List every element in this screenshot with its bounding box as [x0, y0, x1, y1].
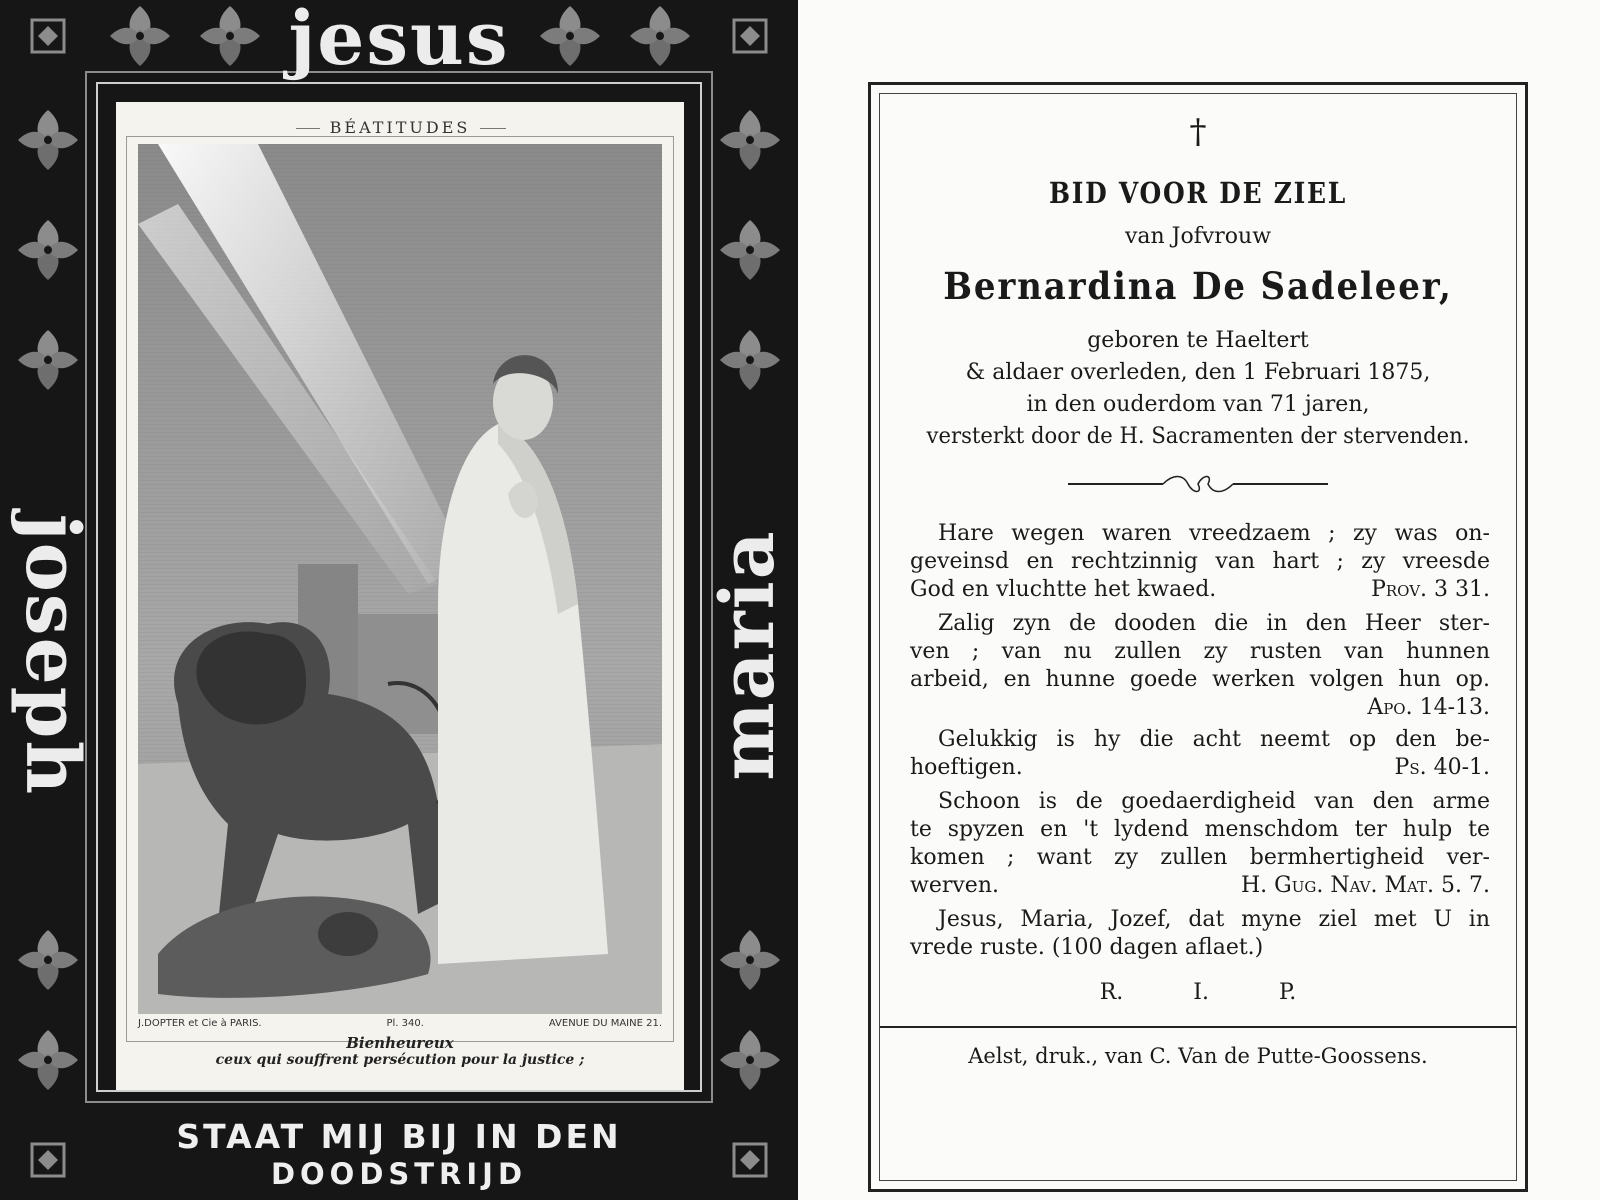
verse-4: Schoon is de goedaerdigheid van den arme te spyzen en 't lydend menschdom ter hulp te komen ; want zy zullen bermhertigheid ver- werven. H. Gug. Nav. Mat. 5. 7. [910, 789, 1490, 898]
printer-credit: Aelst, druk., van C. Van de Putte-Goossens. [968, 1044, 1428, 1068]
panel-title: BÉATITUDES [116, 118, 684, 137]
heading: BID VOOR DE ZIEL [1048, 176, 1348, 210]
cross-icon: † [1189, 112, 1207, 152]
memorial-card-front [0, 0, 798, 1200]
flourish-divider-icon [1068, 474, 1328, 494]
verse-reference: H. Gug. Nav. Mat. 5. 7. [1240, 873, 1490, 898]
verse-reference: Apo. 14-13. [1367, 695, 1490, 720]
detail-death: & aldaer overleden, den 1 Februari 1875, [965, 360, 1431, 385]
verse-5: Jesus, Maria, Jozef, dat myne ziel met U in vrede ruste. (100 dagen aflaet.) [910, 907, 1490, 960]
detail-birth: geboren te Haeltert [1087, 328, 1309, 353]
engraver-credit-left: J.DOPTER et Cie à PARIS. [138, 1018, 262, 1029]
verse-reference: Prov. 3 31. [1371, 577, 1490, 602]
detail-sacraments: versterkt door de H. Sacramenten der stervenden. [926, 424, 1470, 449]
rip-i: I. [1193, 980, 1209, 1005]
engraver-credit-line [138, 1018, 662, 1029]
detail-age: in den ouderdom van 71 jaren, [1026, 392, 1370, 417]
memorial-text [878, 92, 1518, 1182]
honorific: van Jofvrouw [1124, 224, 1272, 249]
caption-text: ceux qui souffrent persécution pour la justice ; [215, 1052, 585, 1068]
rip-letters [878, 980, 1518, 1005]
verse-3: Gelukkig is hy die acht neemt op den be- hoeftigen. Ps. 40-1. [910, 727, 1490, 780]
rip-p: P. [1278, 980, 1297, 1005]
engraving-illustration [138, 144, 662, 1014]
verse-reference: Ps. 40-1. [1394, 755, 1490, 780]
plate-number: Pl. 340. [386, 1018, 424, 1029]
prayer-line-1: STAAT MIJ BIJ IN DEN [176, 1117, 622, 1156]
prayer-line-2: DOODSTRIJD [270, 1157, 528, 1191]
engraver-credit-right: AVENUE DU MAINE 21. [548, 1018, 662, 1029]
name-maria: maria [705, 529, 791, 781]
name-joseph: joseph [9, 513, 95, 797]
printer-divider [880, 1026, 1516, 1028]
verse-1: Hare wegen waren vreedzaem ; zy was on- geveinsd en rechtzinnig van hart ; zy vreesde God en vluchtte het kwaed. Prov. 3 31. [910, 521, 1490, 602]
verse-2: Zalig zyn de dooden die in den Heer ster- ven ; van nu zullen zy rusten van hunnen arbeid, en hunne goede werken volgen hun op. Apo. 14-13. [910, 611, 1490, 720]
rip-r: R. [1099, 980, 1124, 1005]
name-jesus: jesus [288, 0, 510, 82]
engraving-panel [116, 102, 684, 1090]
caption-title: Bienheureux [346, 1034, 454, 1052]
deceased-name: Bernardina De Sadeleer, [943, 264, 1453, 308]
memorial-card-back [798, 0, 1600, 1200]
